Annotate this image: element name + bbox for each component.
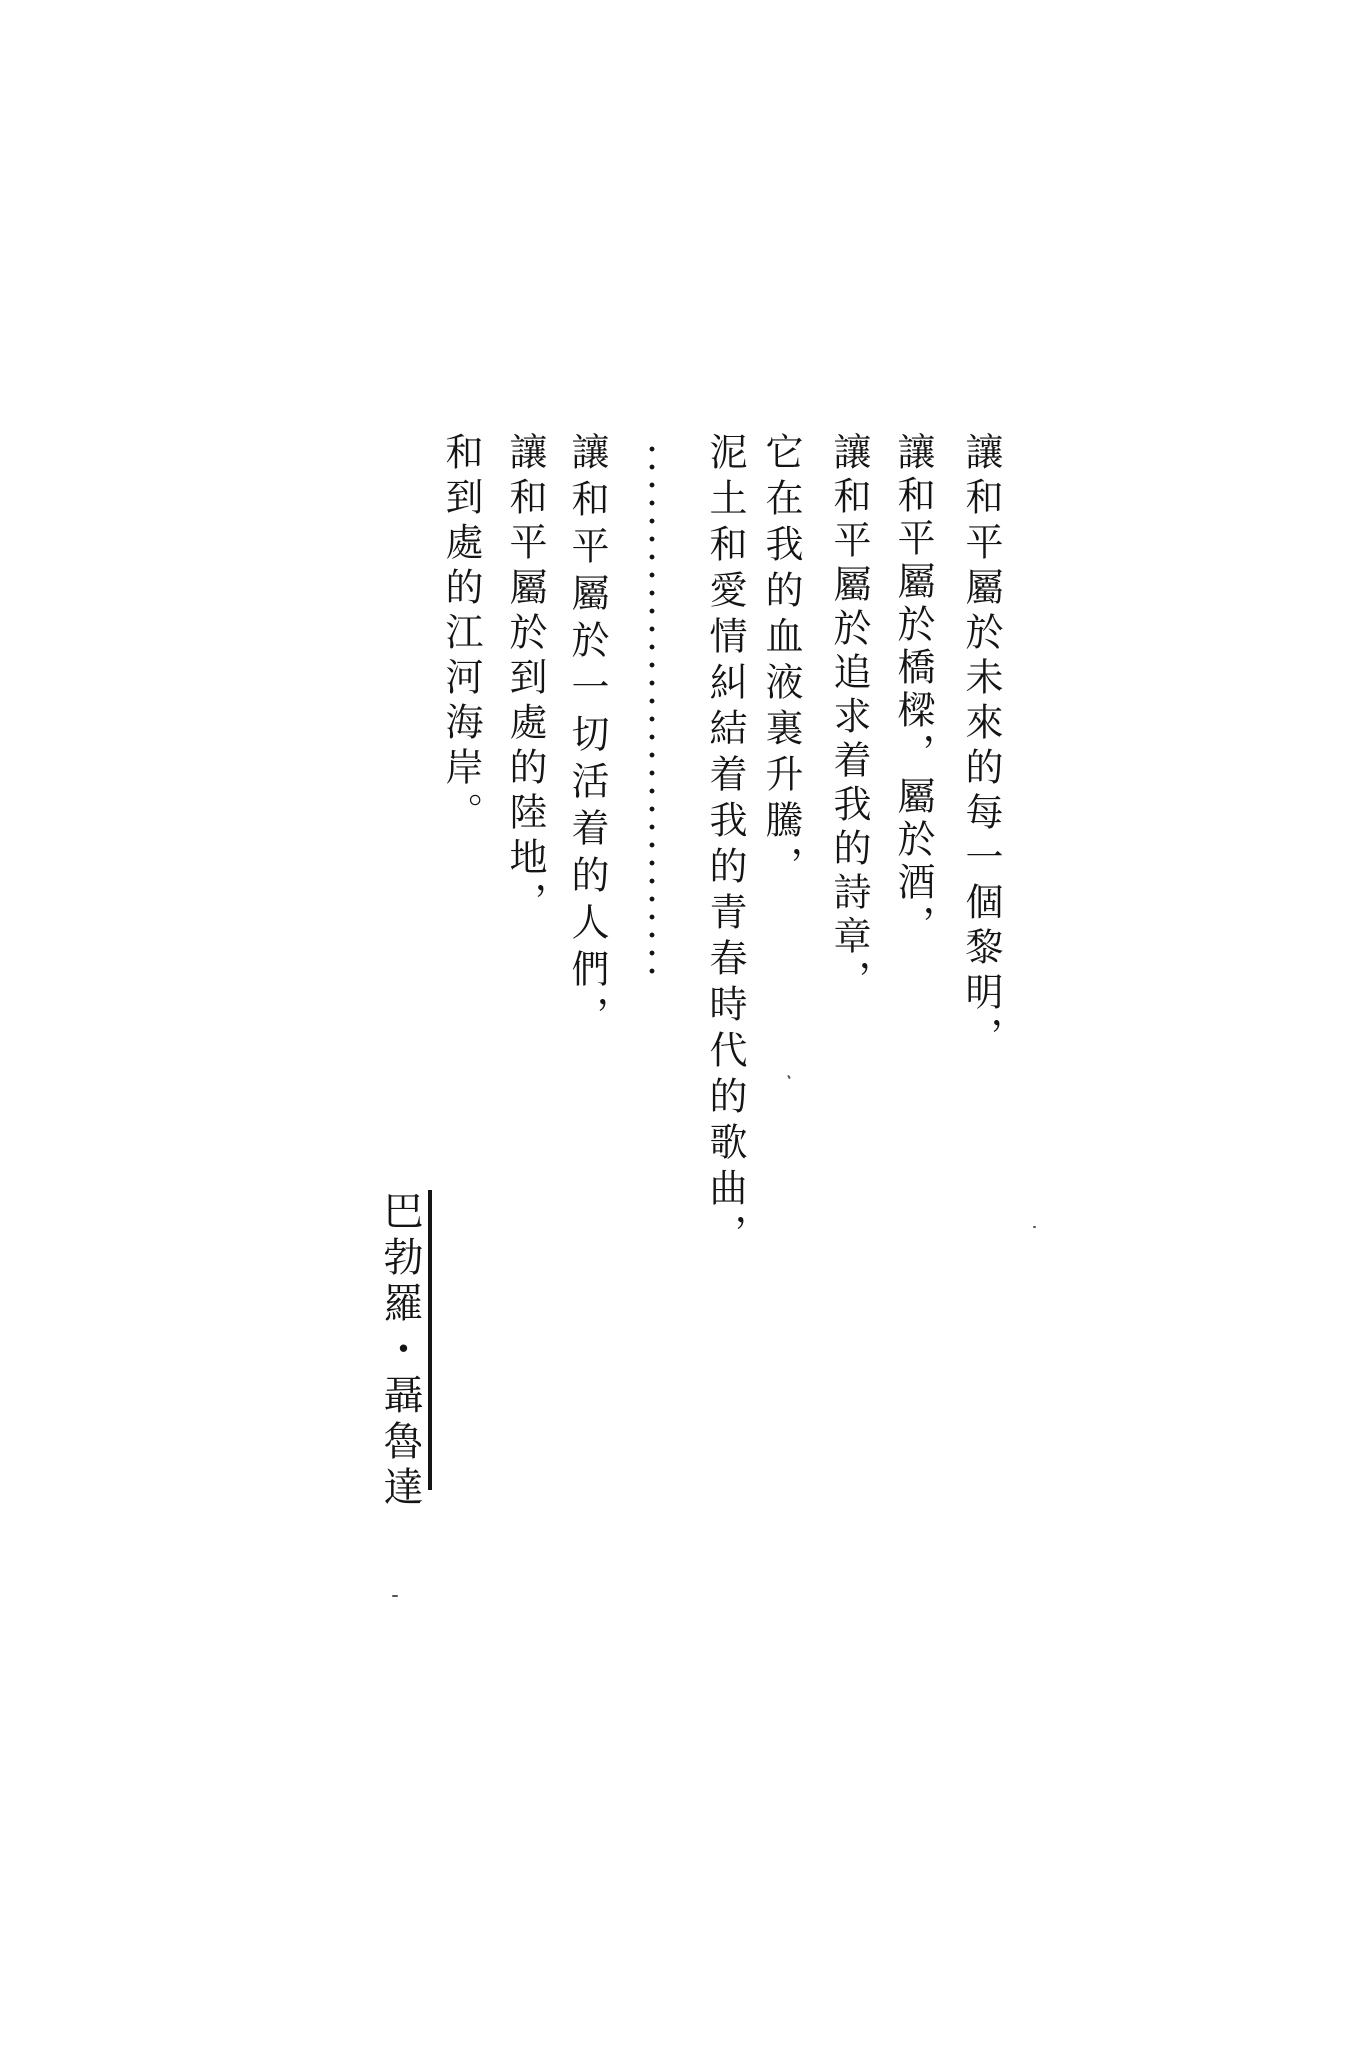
poem-line-8: 和到處的江河海岸。 <box>439 432 483 837</box>
print-speck <box>392 1595 398 1597</box>
poem-line-7: 讓和平屬於到處的陸地， <box>503 432 547 927</box>
poem-line-5: 泥土和愛情糾結着我的青春時代的歌曲， <box>703 432 747 1260</box>
author-signature: 巴勃羅・聶魯達 <box>380 1190 432 1490</box>
print-speck <box>1033 1226 1036 1228</box>
poem-line-2: 讓和平屬於橋樑，屬於酒， <box>891 432 935 948</box>
poem-line-3: 讓和平屬於追求着我的詩章， <box>827 432 871 1004</box>
ellipsis-divider <box>648 440 656 980</box>
poem-line-4: 它在我的血液裏升騰， <box>759 432 803 892</box>
print-speck <box>787 1075 791 1079</box>
poem-line-1: 讓和平屬於未來的每一個黎明， <box>959 432 1003 1062</box>
poem-line-6: 讓和平屬於一切活着的人們， <box>565 432 609 1043</box>
